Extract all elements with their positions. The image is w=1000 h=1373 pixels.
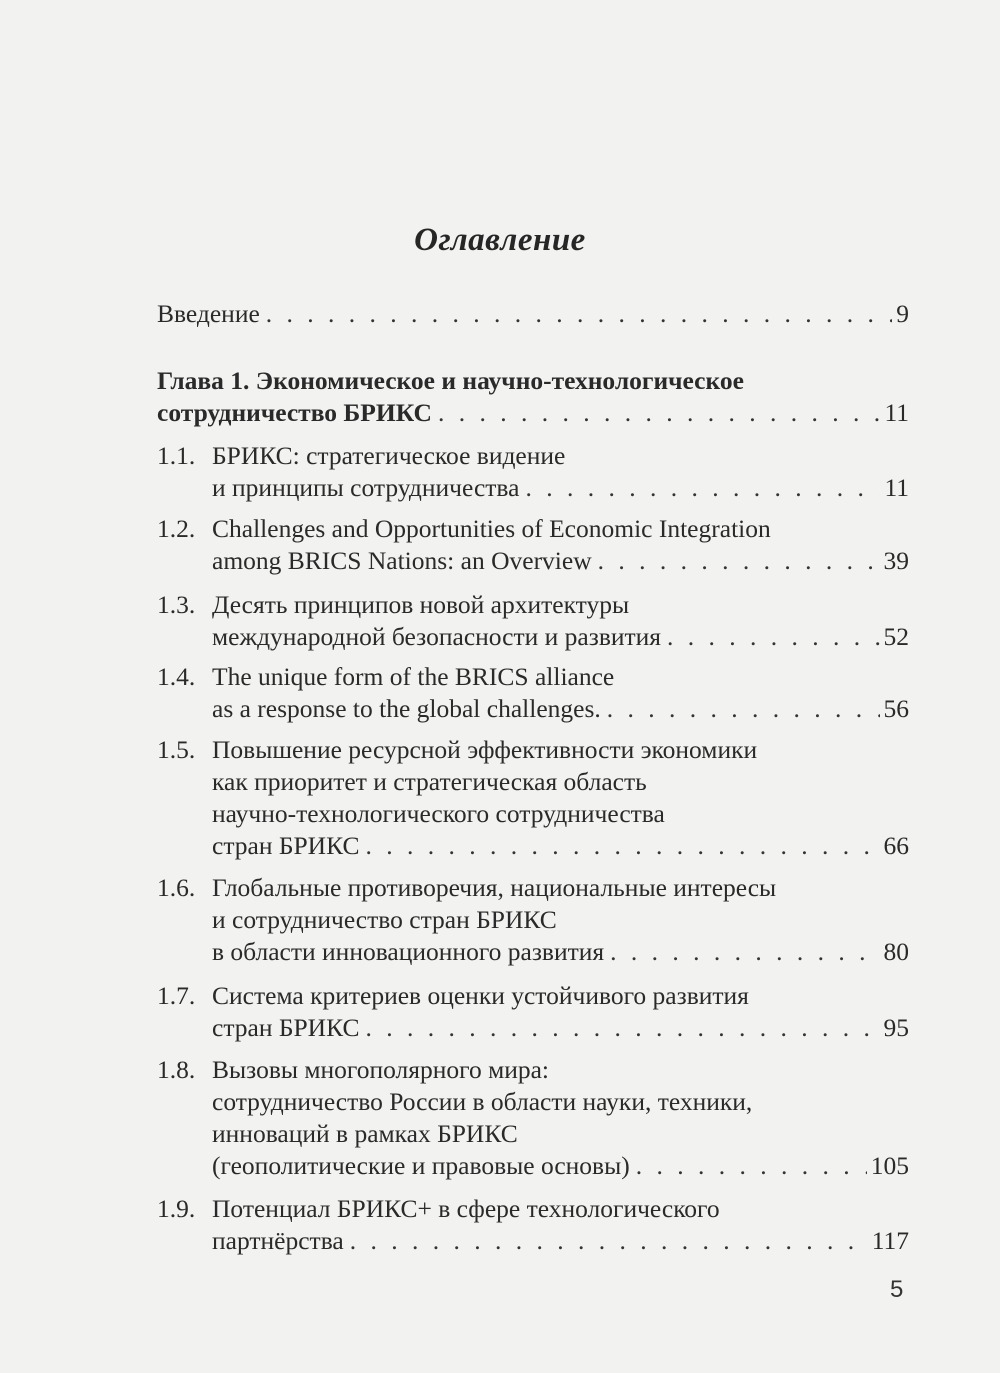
dot-leader	[610, 936, 879, 968]
toc-entry-intro[interactable]	[157, 298, 909, 330]
toc-section-line: международной безопасности и развития	[212, 622, 662, 651]
toc-entry-page: 80	[883, 937, 909, 966]
toc-section-line: Глобальные противоречия, национальные интересы	[212, 873, 777, 902]
toc-section-line: сотрудничество России в области науки, техники,	[212, 1087, 753, 1116]
toc-chapter-line: сотрудничество БРИКС	[157, 398, 432, 427]
toc-section-line: Система критериев оценки устойчивого развития	[212, 981, 749, 1010]
toc-section-number: 1.9.	[157, 1194, 196, 1223]
dot-leader	[438, 397, 880, 429]
toc-section-number: 1.3.	[157, 590, 196, 619]
dot-leader	[636, 1150, 867, 1182]
toc-entry-page: 9	[896, 299, 909, 328]
dot-leader	[525, 472, 880, 504]
toc-entry-page: 56	[883, 694, 909, 723]
dot-leader	[667, 621, 879, 653]
toc-section-number: 1.7.	[157, 981, 196, 1010]
toc-section-line: научно-технологического сотрудничества	[212, 799, 665, 828]
dot-leader	[365, 1012, 879, 1044]
toc-entry-label: Введение	[157, 299, 260, 328]
toc-entry-page: 11	[884, 473, 909, 502]
toc-section-line: Десять принципов новой архитектуры	[212, 590, 630, 619]
toc-section-number: 1.8.	[157, 1055, 196, 1084]
dot-leader	[598, 545, 880, 577]
dot-leader	[350, 1225, 868, 1257]
dot-leader	[365, 830, 879, 862]
toc-section-line: Challenges and Opportunities of Economic Integration	[212, 514, 771, 543]
toc-section-line: Вызовы многополярного мира:	[212, 1055, 550, 1084]
toc-section-number: 1.1.	[157, 441, 196, 470]
toc-entry-page: 105	[870, 1151, 909, 1180]
toc-section-line: БРИКС: стратегическое видение	[212, 441, 566, 470]
toc-section-number: 1.2.	[157, 514, 196, 543]
toc-entry-page: 39	[883, 546, 909, 575]
toc-section-line: и сотрудничество стран БРИКС	[212, 905, 557, 934]
toc-section-line: партнёрства	[212, 1226, 344, 1255]
toc-section-line: как приоритет и стратегическая область	[212, 767, 647, 796]
toc-entry-chapter-1[interactable]	[157, 365, 909, 429]
toc-section-number: 1.6.	[157, 873, 196, 902]
toc-section-number: 1.5.	[157, 735, 196, 764]
toc-section-line: among BRICS Nations: an Overview	[212, 546, 592, 575]
toc-entry-page: 117	[871, 1226, 909, 1255]
toc-chapter-line: Глава 1. Экономическое и научно-технологическое	[157, 366, 744, 395]
toc-section-line: The unique form of the BRICS alliance	[212, 662, 615, 691]
toc-section-line: Повышение ресурсной эффективности экономики	[212, 735, 758, 764]
toc-entry-page: 95	[883, 1013, 909, 1042]
toc-section-line: стран БРИКС	[212, 1013, 360, 1042]
toc-section-line: и принципы сотрудничества	[212, 473, 520, 502]
toc-section-line: стран БРИКС	[212, 831, 360, 860]
toc-section-line: (геополитические и правовые основы)	[212, 1151, 630, 1180]
dot-leader	[266, 298, 892, 330]
toc-section-line: инноваций в рамках БРИКС	[212, 1119, 518, 1148]
dot-leader	[607, 693, 880, 725]
toc-entry-page: 11	[884, 398, 909, 427]
page-title: Оглавление	[414, 222, 586, 258]
toc-section-line: as a response to the global challenges.	[212, 694, 601, 723]
toc-section-line: Потенциал БРИКС+ в сфере технологического	[212, 1194, 720, 1223]
toc-entry-page: 66	[883, 831, 909, 860]
toc-entry-page: 52	[883, 622, 909, 651]
page-number: 5	[890, 1276, 904, 1303]
toc-section-line: в области инновационного развития	[212, 937, 605, 966]
toc-section-number: 1.4.	[157, 662, 196, 691]
